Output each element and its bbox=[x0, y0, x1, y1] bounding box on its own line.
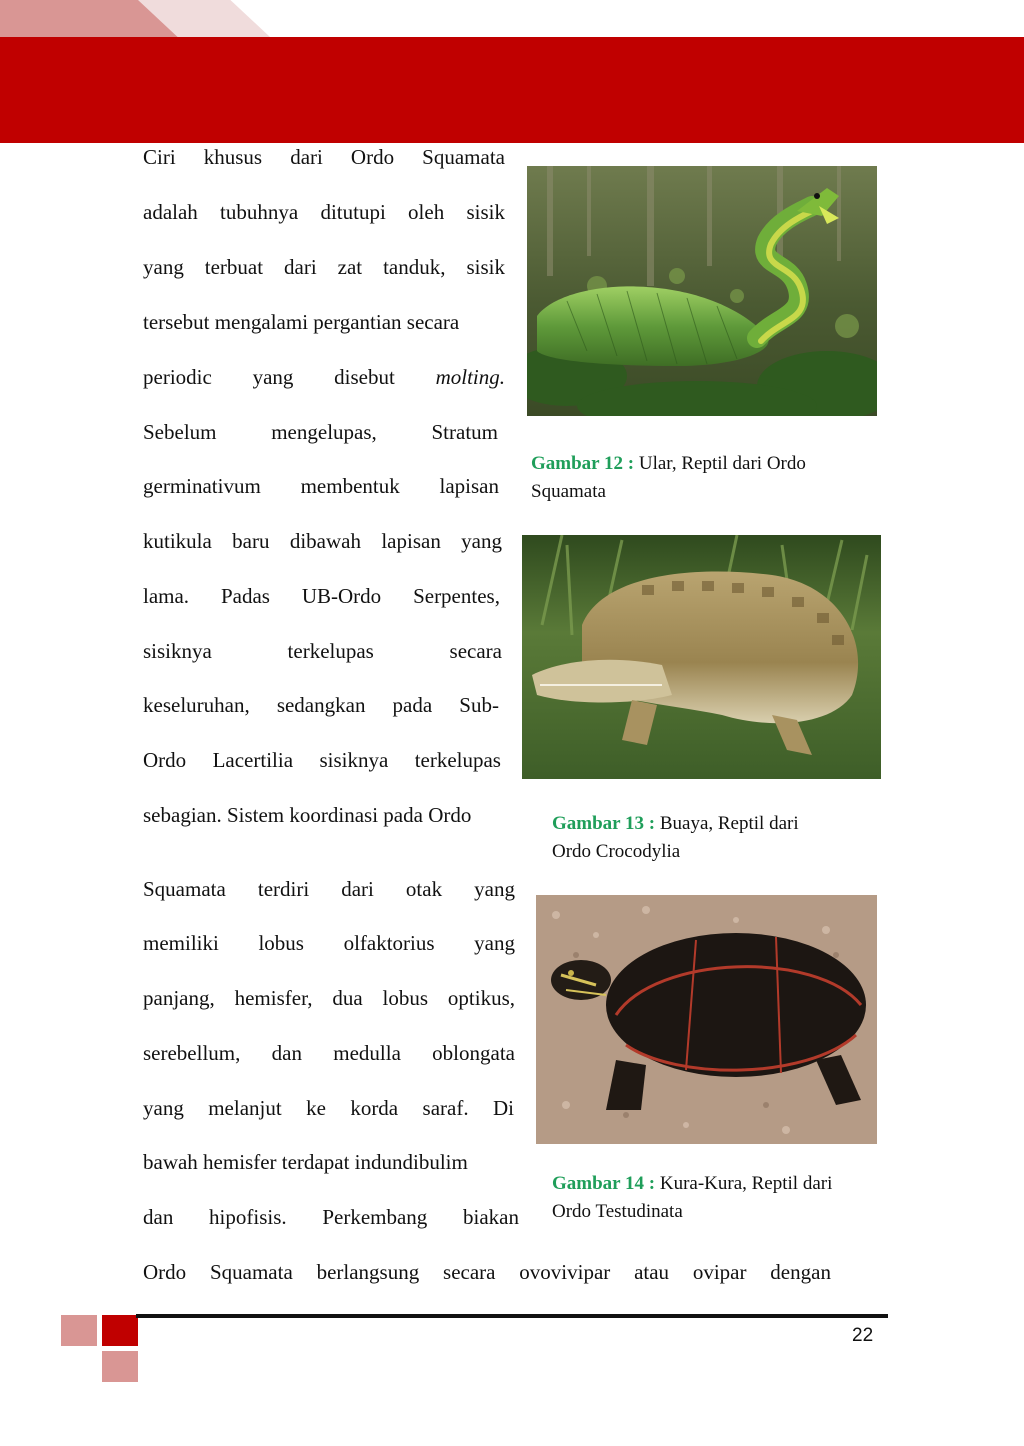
crocodile-photo bbox=[522, 535, 881, 779]
turtle-photo bbox=[536, 895, 877, 1144]
figure-14-label: Gambar 14 : bbox=[552, 1173, 656, 1194]
figure-13-label: Gambar 13 : bbox=[552, 813, 656, 834]
body-line: panjang, hemisfer, dua lobus optikus, bbox=[143, 986, 515, 1010]
body-line: keseluruhan, sedangkan pada Sub- bbox=[143, 693, 499, 717]
footer-square-red bbox=[102, 1315, 138, 1346]
body-line: sebagian. Sistem koordinasi pada Ordo bbox=[143, 803, 472, 827]
footer-rule bbox=[136, 1314, 888, 1318]
header-band bbox=[0, 37, 1024, 143]
body-line: Ciri khusus dari Ordo Squamata bbox=[143, 145, 505, 169]
body-line: memiliki lobus olfaktorius yang bbox=[143, 931, 515, 955]
body-line: yang melanjut ke korda saraf. Di bbox=[143, 1096, 514, 1120]
body-line: germinativum membentuk lapisan bbox=[143, 474, 499, 498]
figure-13-caption: Gambar 13 : Buaya, Reptil dari Ordo Crocodylia bbox=[552, 813, 799, 862]
body-line: periodic yang disebut molting. bbox=[143, 365, 505, 389]
body-line: kutikula baru dibawah lapisan yang bbox=[143, 529, 502, 553]
figure-14-caption: Gambar 14 : Kura-Kura, Reptil dari Ordo Testudinata bbox=[552, 1173, 833, 1220]
footer-square-light bbox=[61, 1315, 97, 1346]
figure-12-caption: Gambar 12 : Ular, Reptil dari Ordo Squamata bbox=[531, 453, 806, 502]
crocodile-illustration bbox=[522, 535, 881, 779]
body-line: bawah hemisfer terdapat indundibulim bbox=[143, 1150, 468, 1174]
snake-illustration bbox=[527, 166, 877, 416]
body-line: dan hipofisis. Perkembang biakan bbox=[143, 1205, 519, 1229]
figure-12-label: Gambar 12 : bbox=[531, 453, 635, 474]
body-line: Sebelum mengelupas, Stratum bbox=[143, 420, 498, 444]
body-line: tersebut mengalami pergantian secara bbox=[143, 310, 460, 334]
body-line: sisiknya terkelupas secara bbox=[143, 639, 502, 663]
body-line: yang terbuat dari zat tanduk, sisik bbox=[143, 255, 505, 279]
body-line: adalah tubuhnya ditutupi oleh sisik bbox=[143, 200, 505, 224]
page-number: 22 bbox=[852, 1325, 874, 1346]
body-line: Ordo Squamata berlangsung secara ovovivipar atau ovipar dengan bbox=[143, 1260, 831, 1284]
snake-photo bbox=[527, 166, 877, 416]
body-line: Ordo Lacertilia sisiknya terkelupas bbox=[143, 748, 501, 772]
turtle-illustration bbox=[536, 895, 877, 1144]
body-line: Squamata terdiri dari otak yang bbox=[143, 877, 515, 901]
body-line: lama. Padas UB-Ordo Serpentes, bbox=[143, 584, 500, 608]
footer-square-light-2 bbox=[102, 1351, 138, 1382]
body-line: serebellum, dan medulla oblongata bbox=[143, 1041, 515, 1065]
